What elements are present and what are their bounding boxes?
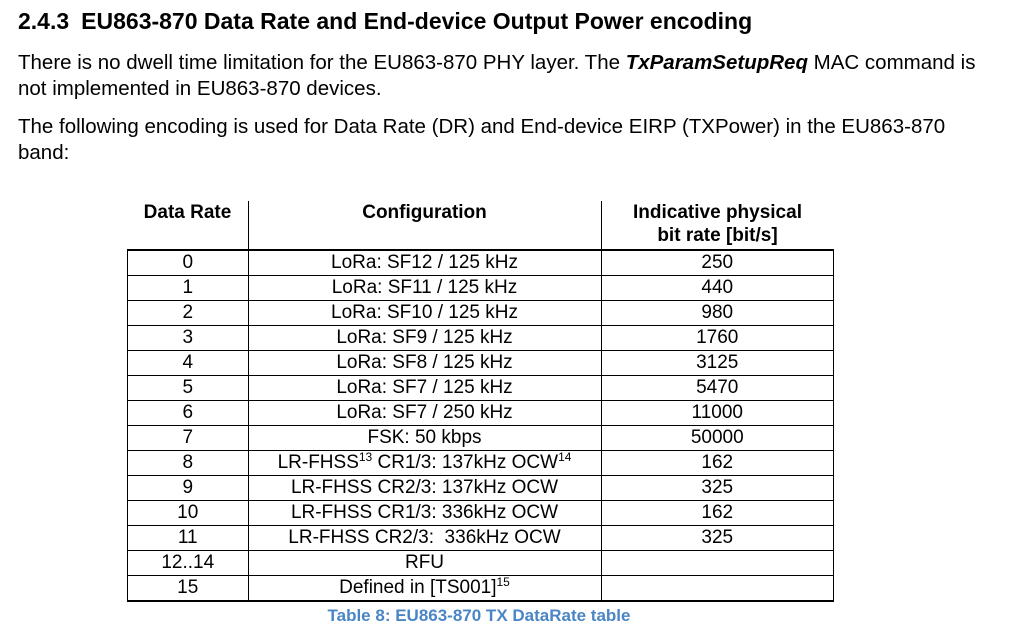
paragraph-text: There is no dwell time limitation for the EU863-870 PHY layer. The xyxy=(18,51,626,74)
cell-data-rate: 2 xyxy=(128,301,249,326)
cell-configuration xyxy=(248,451,601,476)
cell-bit-rate: 5470 xyxy=(601,376,834,401)
cell-bit-rate: 250 xyxy=(601,250,834,276)
table-row xyxy=(128,501,834,526)
section-title: EU863-870 Data Rate and End-device Output Power encoding xyxy=(81,8,753,34)
table-row xyxy=(128,250,834,276)
cell-data-rate: 11 xyxy=(128,526,249,551)
cell-configuration: RFU xyxy=(248,551,601,576)
cell-configuration: LoRa: SF7 / 250 kHz xyxy=(248,401,601,426)
cell-bit-rate xyxy=(601,551,834,576)
footnote-ref: 15 xyxy=(496,575,510,589)
table-row xyxy=(128,451,834,476)
cell-data-rate: 9 xyxy=(128,476,249,501)
table-row xyxy=(128,476,834,501)
table-row xyxy=(128,576,834,602)
table-row xyxy=(128,526,834,551)
cell-bit-rate: 1760 xyxy=(601,326,834,351)
paragraph-text: MAC command is not implemented in EU863-870 devices. xyxy=(18,51,976,100)
cell-bit-rate: 325 xyxy=(601,526,834,551)
header-data-rate: Data Rate xyxy=(128,201,249,250)
cell-data-rate: 15 xyxy=(128,576,249,602)
cell-bit-rate: 11000 xyxy=(601,401,834,426)
table-row xyxy=(128,551,834,576)
cell-configuration: LoRa: SF9 / 125 kHz xyxy=(248,326,601,351)
data-rate-table xyxy=(127,201,834,602)
table-row xyxy=(128,426,834,451)
cell-data-rate: 7 xyxy=(128,426,249,451)
cell-bit-rate: 50000 xyxy=(601,426,834,451)
header-bit-rate-line1: Indicative physical xyxy=(633,202,802,223)
cell-configuration: LoRa: SF8 / 125 kHz xyxy=(248,351,601,376)
cell-configuration: LR-FHSS CR2/3: 137kHz OCW xyxy=(248,476,601,501)
table-caption: Table 8: EU863-870 TX DataRate table xyxy=(327,606,631,625)
cell-configuration: LR-FHSS CR1/3: 336kHz OCW xyxy=(248,501,601,526)
table-row xyxy=(128,376,834,401)
cell-configuration: LoRa: SF7 / 125 kHz xyxy=(248,376,601,401)
cell-data-rate: 1 xyxy=(128,276,249,301)
cell-data-rate: 4 xyxy=(128,351,249,376)
mac-command-name: TxParamSetupReq xyxy=(625,51,808,74)
cell-data-rate: 12..14 xyxy=(128,551,249,576)
table-row xyxy=(128,351,834,376)
cell-configuration: LR-FHSS CR2/3: 336kHz OCW xyxy=(248,526,601,551)
cell-configuration: LoRa: SF10 / 125 kHz xyxy=(248,301,601,326)
paragraph-encoding-intro: The following encoding is used for Data Rate (DR) and End-device EIRP (TXPower) in the EU863-870 band: xyxy=(18,115,946,164)
table-row xyxy=(128,276,834,301)
cell-configuration: LoRa: SF11 / 125 kHz xyxy=(248,276,601,301)
cell-configuration: FSK: 50 kbps xyxy=(248,426,601,451)
header-configuration: Configuration xyxy=(248,201,601,250)
cell-configuration xyxy=(248,576,601,602)
cell-bit-rate: 440 xyxy=(601,276,834,301)
cell-data-rate: 6 xyxy=(128,401,249,426)
table-row xyxy=(128,326,834,351)
cell-data-rate: 10 xyxy=(128,501,249,526)
footnote-ref: 14 xyxy=(558,450,572,464)
config-text: Defined in [TS001] xyxy=(339,577,497,598)
header-bit-rate xyxy=(601,201,834,250)
config-text: CR1/3: 137kHz OCW xyxy=(372,452,559,473)
table-header-row xyxy=(128,201,834,250)
footnote-ref: 13 xyxy=(358,450,373,464)
cell-data-rate: 5 xyxy=(128,376,249,401)
table-row xyxy=(128,401,834,426)
cell-bit-rate: 162 xyxy=(601,501,834,526)
section-heading xyxy=(18,8,752,35)
cell-bit-rate: 162 xyxy=(601,451,834,476)
cell-data-rate: 8 xyxy=(128,451,249,476)
table-row xyxy=(128,301,834,326)
cell-data-rate: 0 xyxy=(128,250,249,276)
header-bit-rate-line2: bit rate [bit/s] xyxy=(657,225,778,246)
section-number: 2.4.3 xyxy=(18,8,70,34)
cell-bit-rate: 980 xyxy=(601,301,834,326)
cell-bit-rate xyxy=(601,576,834,602)
cell-bit-rate: 3125 xyxy=(601,351,834,376)
cell-configuration: LoRa: SF12 / 125 kHz xyxy=(248,250,601,276)
config-text: LR-FHSS xyxy=(277,452,359,473)
paragraph-dwell-time xyxy=(18,50,998,102)
cell-bit-rate: 325 xyxy=(601,476,834,501)
cell-data-rate: 3 xyxy=(128,326,249,351)
